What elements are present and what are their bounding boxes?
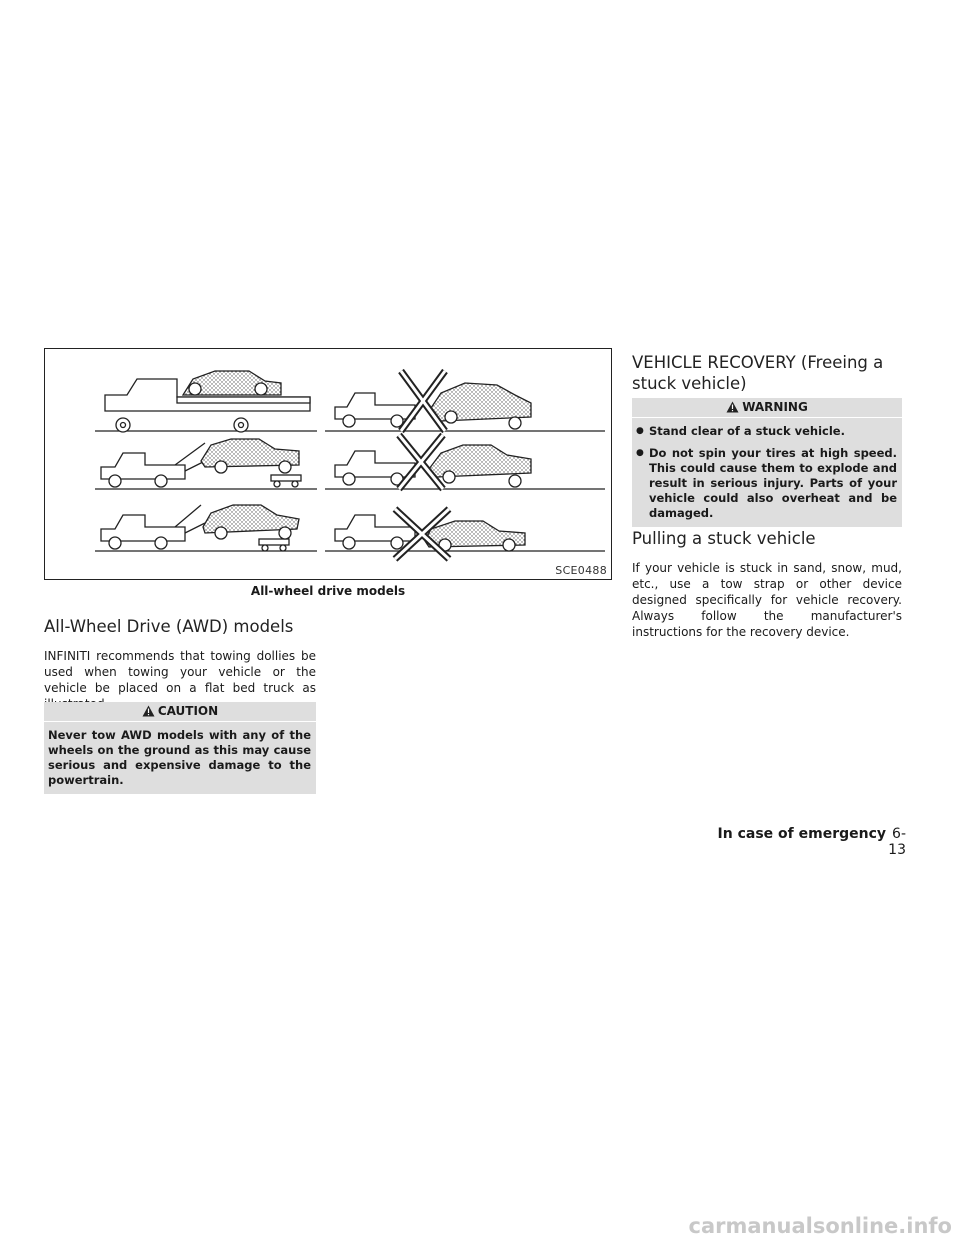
not-allowed-panel-3 [325, 515, 605, 551]
warning-item [636, 446, 897, 521]
warning-triangle-icon [726, 400, 739, 419]
footer-section: In case of emergency [717, 826, 887, 842]
caution-box [44, 702, 316, 794]
recovery-heading: VEHICLE RECOVERY (Freeing a stuck vehicle) [632, 353, 884, 393]
warning-triangle-icon [142, 704, 155, 723]
warning-item [636, 424, 897, 439]
awd-body: INFINITI recommends that towing dollies be used when towing your vehicle or the vehicle be placed on a flat bed truck as [44, 649, 316, 695]
towing-diagram [45, 349, 613, 581]
bullet-icon: ● [636, 448, 644, 458]
warning-item-text: Do not spin your tires at high speed. This could cause them to explode and result in serious injury. Parts of your vehicle could also overheat and be damaged. [649, 446, 897, 520]
figure-code: SCE0488 [555, 564, 607, 577]
warning-item-text: Stand clear of a stuck vehicle. [649, 424, 845, 438]
warning-title: WARNING [742, 400, 808, 414]
not-allowed-panel-1 [325, 383, 605, 431]
dolly-tow-panel-2 [95, 505, 317, 551]
watermark[interactable]: carmanualsonline.info [688, 1214, 952, 1238]
figure-caption: All-wheel drive models [250, 584, 406, 598]
towing-illustration [44, 348, 612, 580]
warning-header [632, 398, 902, 418]
caution-header [44, 702, 316, 722]
caution-text: Never tow AWD models with any of the wheels on the ground as this may cause serious and expensive damage to the powertrain. [48, 728, 311, 787]
flatbed-truck-panel [95, 371, 317, 432]
pulling-subheading: Pulling a stuck vehicle [632, 529, 816, 548]
page-number: 6-13 [888, 826, 906, 858]
caution-title: CAUTION [157, 704, 219, 718]
awd-heading: All-Wheel Drive (AWD) models [44, 617, 294, 636]
bullet-icon: ● [636, 426, 644, 436]
pulling-body: If your vehicle is stuck in sand, snow, mud, etc., use a tow strap or other device designed specifically for vehicle recovery. Always follow the manufacturer's instructions for the recovery device. [632, 561, 902, 639]
warning-list [632, 418, 902, 527]
dolly-tow-panel-1 [95, 439, 317, 489]
not-allowed-panel-2 [325, 445, 605, 489]
warning-box [632, 398, 902, 527]
page-footer [716, 826, 906, 858]
